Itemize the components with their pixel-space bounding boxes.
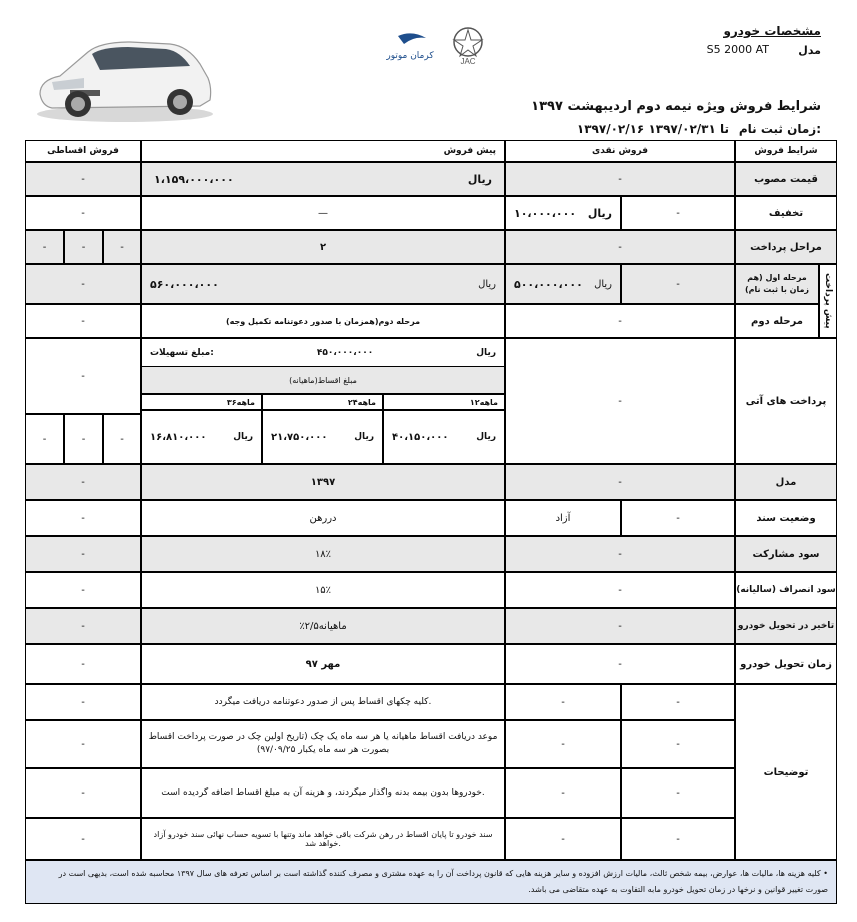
plan-12-unit: ریال xyxy=(476,432,496,442)
installment-stage-c: - xyxy=(25,230,64,264)
model-value: S5 2000 AT xyxy=(706,43,769,56)
row-label-discount: تخفیف xyxy=(735,196,837,230)
jac-logo xyxy=(440,26,496,66)
cash-approved-price: - xyxy=(505,162,735,196)
cash-delivery: - xyxy=(505,644,735,684)
installment-stage1: - xyxy=(25,264,141,304)
head-installment: فروش اقساطی xyxy=(25,140,141,162)
sales-table xyxy=(25,140,837,906)
registration-dates: ۱۳۹۷/۰۲/۱۶ تا ۱۳۹۷/۰۲/۳۱ xyxy=(576,122,729,136)
plan-term-12: ۱۲ماهه xyxy=(383,394,505,410)
row-label-payment-stages: مراحل پرداخت xyxy=(735,230,837,264)
cash-model: - xyxy=(505,464,735,500)
kerman-motor-logo xyxy=(378,30,440,64)
loan-label: مبلغ تسهیلات: xyxy=(150,347,214,358)
row-label-stage1: مرحله اول (هم زمان با ثبت نام) xyxy=(735,264,819,304)
plan-12 xyxy=(383,410,505,464)
cash-discount: - xyxy=(621,196,735,230)
row-label-cancel-profit: سود انصراف (سالیانه) xyxy=(735,572,837,608)
presale-delivery: مهر ۹۷ xyxy=(141,644,505,684)
presale-profit: ۱۸٪ xyxy=(141,536,505,572)
presale-discount xyxy=(505,196,621,230)
installment-future-a: - xyxy=(103,414,141,464)
plan-36 xyxy=(141,410,262,464)
presale-stage1-b xyxy=(141,264,505,304)
row-label-model: مدل xyxy=(735,464,837,500)
note-1-presale-a: - xyxy=(505,684,621,720)
note-4-text: سند خودرو تا پایان اقساط در رهن شرکت باقی خواهد ماند وتنها با تسویه حساب نهائی سند خودرو آزاد خواهد شد. xyxy=(141,818,505,860)
note-2-text: موعد دریافت اقساط ماهیانه یا هر سه ماه یک چک (تاریخ اولین چک در صورت پرداخت اقساط بصورت هر سه ماه یکبار ۹۷/۰۹/۲۵) xyxy=(141,720,505,768)
discount-value: ۱۰،۰۰۰،۰۰۰ xyxy=(514,206,577,220)
head-cash: فروش نقدی xyxy=(505,140,735,162)
presale-delay: ٪۲/۵ماهیانه xyxy=(141,608,505,644)
page-title: مشخصات خودرو xyxy=(723,24,821,38)
note-2-cash: - xyxy=(621,720,735,768)
registration-label: زمان ثبت نام: xyxy=(738,122,821,136)
row-label-document: وضعیت سند xyxy=(735,500,837,536)
loan-value: ۴۵۰،۰۰۰،۰۰۰ xyxy=(316,347,374,358)
installment-document: - xyxy=(25,500,141,536)
stage1-b-value: ۵۶۰،۰۰۰،۰۰۰ xyxy=(150,277,219,291)
note-3-presale-a: - xyxy=(505,768,621,818)
plan-12-value: ۴۰،۱۵۰،۰۰۰ xyxy=(392,431,449,443)
loan-amount-row xyxy=(141,338,505,366)
installment-amount-label: مبلغ اقساط(ماهیانه) xyxy=(141,366,505,394)
car-image xyxy=(30,32,215,124)
presale-document-b: دررهن xyxy=(141,500,505,536)
plan-term-24: ۲۴ماهه xyxy=(262,394,383,410)
note-2-presale-a: - xyxy=(505,720,621,768)
installment-cancel-profit: - xyxy=(25,572,141,608)
kerman-logo-text: کرمان موتور xyxy=(386,51,434,61)
installment-discount: - xyxy=(25,196,141,230)
note-4-cash: - xyxy=(621,818,735,860)
installment-approved-price: - xyxy=(25,162,141,196)
note-3-text: خودروها بدون بیمه بدنه واگذار میگردند، و هزینه آن به مبلغ اقساط اضافه گردیده است. xyxy=(141,768,505,818)
jac-logo-text: JAC xyxy=(460,57,476,66)
stage1-a-unit: ریال xyxy=(594,278,612,290)
note-3-installment: - xyxy=(25,768,141,818)
note-1-cash: - xyxy=(621,684,735,720)
installment-future-b: - xyxy=(64,414,103,464)
installment-future-c: - xyxy=(25,414,64,464)
head-conditions: شرایط فروش xyxy=(735,140,837,162)
approved-price-unit: ریال xyxy=(467,172,492,186)
model-label: مدل xyxy=(798,44,821,57)
row-label-profit: سود مشارکت xyxy=(735,536,837,572)
note-4-presale-a: - xyxy=(505,818,621,860)
discount-unit: ریال xyxy=(587,206,612,220)
note-1-text: کلیه چکهای اقساط پس از صدور دعوتنامه دریافت میگردد. xyxy=(141,684,505,720)
cash-document: - xyxy=(621,500,735,536)
plan-36-unit: ریال xyxy=(233,432,253,442)
cash-profit: - xyxy=(505,536,735,572)
presale-stage2: مرحله دوم(همزمان با صدور دعوتنامه تکمیل وجه) xyxy=(141,304,505,338)
note-3-cash: - xyxy=(621,768,735,818)
installment-delivery: - xyxy=(25,644,141,684)
plan-24-unit: ریال xyxy=(354,432,374,442)
prepayment-group-label: پیش پرداخت xyxy=(819,264,837,338)
cash-payment-stages: - xyxy=(505,230,735,264)
presale-discount-other: — xyxy=(141,196,505,230)
row-label-notes: توضیحات xyxy=(735,684,837,860)
presale-approved-price xyxy=(141,162,505,196)
installment-delay: - xyxy=(25,608,141,644)
cash-stage1: - xyxy=(621,264,735,304)
plan-36-value: ۱۶،۸۱۰،۰۰۰ xyxy=(150,431,207,443)
row-label-delay: تاخیر در تحویل خودرو xyxy=(735,608,837,644)
presale-stage1-a xyxy=(505,264,621,304)
cash-stage2: - xyxy=(505,304,735,338)
note-2-installment: - xyxy=(25,720,141,768)
installment-future-top: - xyxy=(25,338,141,414)
stage1-a-value: ۵۰۰،۰۰۰،۰۰۰ xyxy=(514,277,583,291)
installment-profit: - xyxy=(25,536,141,572)
note-4-installment: - xyxy=(25,818,141,860)
sales-conditions-title: شرایط فروش ویژه نیمه دوم اردیبهشت ۱۳۹۷ xyxy=(531,99,821,114)
row-label-stage2: مرحله دوم xyxy=(735,304,819,338)
row-label-approved-price: قیمت مصوب xyxy=(735,162,837,196)
row-label-future-payments: پرداخت های آتی xyxy=(735,338,837,464)
presale-cancel-profit: ۱۵٪ xyxy=(141,572,505,608)
row-label-delivery: زمان تحویل خودرو xyxy=(735,644,837,684)
presale-model: ۱۳۹۷ xyxy=(141,464,505,500)
plan-term-36: ۳۶ماهه xyxy=(141,394,262,410)
cash-cancel-profit: - xyxy=(505,572,735,608)
plan-24-value: ۲۱،۷۵۰،۰۰۰ xyxy=(271,431,328,443)
stage1-b-unit: ریال xyxy=(478,278,496,290)
loan-unit: ریال xyxy=(476,347,496,358)
plan-24 xyxy=(262,410,383,464)
installment-stage2: - xyxy=(25,304,141,338)
presale-document-a: آزاد xyxy=(505,500,621,536)
cash-delay: - xyxy=(505,608,735,644)
installment-stage-b: - xyxy=(64,230,103,264)
note-1-installment: - xyxy=(25,684,141,720)
installment-model: - xyxy=(25,464,141,500)
footer-note: • کلیه هزینه ها، مالیات ها، عوارض، بیمه شخص ثالث، مالیات ارزش افزوده و سایر هزینه هایی که قانون پرداخت آن را به عهده مشتری و مصرف کننده گذاشته است بر اساس تعرفه های سال ۱۳۹۷ محاسبه شده است، بدیهی است در صورت تغییر قوانین و نرخها در زمان تحویل خودرو مابه التفاوت به عهده متقاضی می باشد. xyxy=(25,860,837,904)
approved-price-value: ۱،۱۵۹،۰۰۰،۰۰۰ xyxy=(154,172,234,186)
head-presale: پیش فروش xyxy=(141,140,505,162)
cash-future-payments: - xyxy=(505,338,735,464)
installment-stage-a: - xyxy=(103,230,141,264)
presale-payment-stages: ۲ xyxy=(141,230,505,264)
